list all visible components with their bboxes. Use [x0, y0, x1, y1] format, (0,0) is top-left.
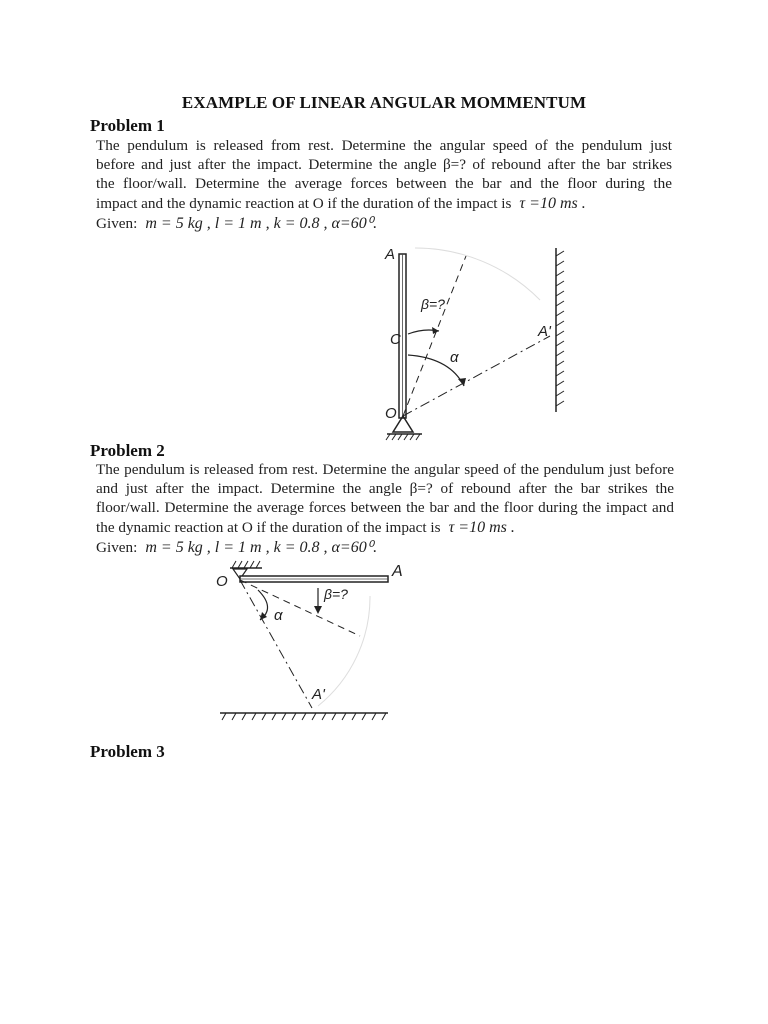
problem-2-line-4 — [96, 518, 674, 537]
p2-label-alpha: α — [274, 607, 283, 624]
p1-alpha-arrowhead — [458, 378, 466, 386]
problem-2-given-label: Given: — [96, 538, 138, 556]
p1-label-alpha: α — [450, 349, 459, 366]
problem-2-line-1: The pendulum is released from rest. Determine the angular speed of the pendulum just before — [96, 461, 674, 478]
p1-wall-hatch — [556, 251, 564, 406]
problem-1-text — [96, 136, 672, 233]
p1-ground-hatch — [386, 434, 420, 440]
p2-beta-arrowhead — [314, 606, 322, 614]
p2-label-beta: β=? — [324, 586, 348, 602]
problem-2-given-values: m = 5 kg , l = 1 m , k = 0.8 , α=60⁰. — [145, 538, 378, 556]
p2-label-o: O — [216, 573, 228, 590]
p2-label-a: A — [392, 563, 403, 580]
p1-swing-arc — [415, 248, 540, 300]
problem-3-heading: Problem 3 — [90, 742, 165, 761]
page-title: EXAMPLE OF LINEAR ANGULAR MOMMENTUM — [181, 93, 587, 112]
problem-2-line-4-text: the dynamic reaction at O if the duration of the impact is — [96, 518, 441, 536]
problem-1-line-4 — [96, 194, 672, 213]
problem-1-line-1: The pendulum is released from rest. Determine the angular speed of the pendulum just — [96, 137, 672, 154]
problem-2-line-3: floor/wall. Determine the average forces between the bar and the floor during the impact and — [96, 499, 674, 517]
problem-2-line-2: and just after the impact. Determine the angle β=? of rebound after the bar strikes the — [96, 480, 674, 498]
problem-1-given — [96, 213, 672, 233]
p1-initial-line — [403, 336, 550, 416]
p1-label-c: C — [390, 331, 401, 348]
problem-1-given-values: m = 5 kg , l = 1 m , k = 0.8 , α=60⁰. — [145, 214, 378, 232]
problem-1-tau: τ =10 ms . — [519, 194, 586, 212]
problem-1-line-4-text: impact and the dynamic reaction at O if the duration of the impact is — [96, 194, 512, 212]
problem-2-given — [96, 537, 674, 557]
problem-2-text — [96, 460, 674, 557]
p2-ceiling-hatch — [232, 561, 260, 568]
p2-impact-line — [240, 580, 312, 708]
p2-swing-arc — [318, 596, 370, 706]
p1-rebound-line — [403, 256, 466, 416]
p1-label-o: O — [385, 405, 397, 422]
problem-2-tau: τ =10 ms . — [448, 518, 515, 536]
problem-1-given-label: Given: — [96, 214, 138, 232]
problem-1-line-2: before and just after the impact. Determine the angle β=? of rebound after the bar strikes — [96, 156, 672, 174]
p2-floor-hatch — [222, 713, 386, 720]
problem-1-heading: Problem 1 — [90, 116, 165, 135]
problem-1-line-3: the floor/wall. Determine the average forces between the bar and the floor during the — [96, 175, 672, 193]
problem-1-figure — [360, 236, 600, 446]
p1-label-a: A — [385, 246, 396, 263]
p1-label-beta: β=? — [421, 296, 445, 312]
problem-2-heading: Problem 2 — [90, 441, 165, 460]
p1-label-a-prime: A' — [538, 323, 551, 340]
p2-label-a-prime: A' — [312, 686, 325, 703]
problem-2-figure — [200, 556, 403, 726]
